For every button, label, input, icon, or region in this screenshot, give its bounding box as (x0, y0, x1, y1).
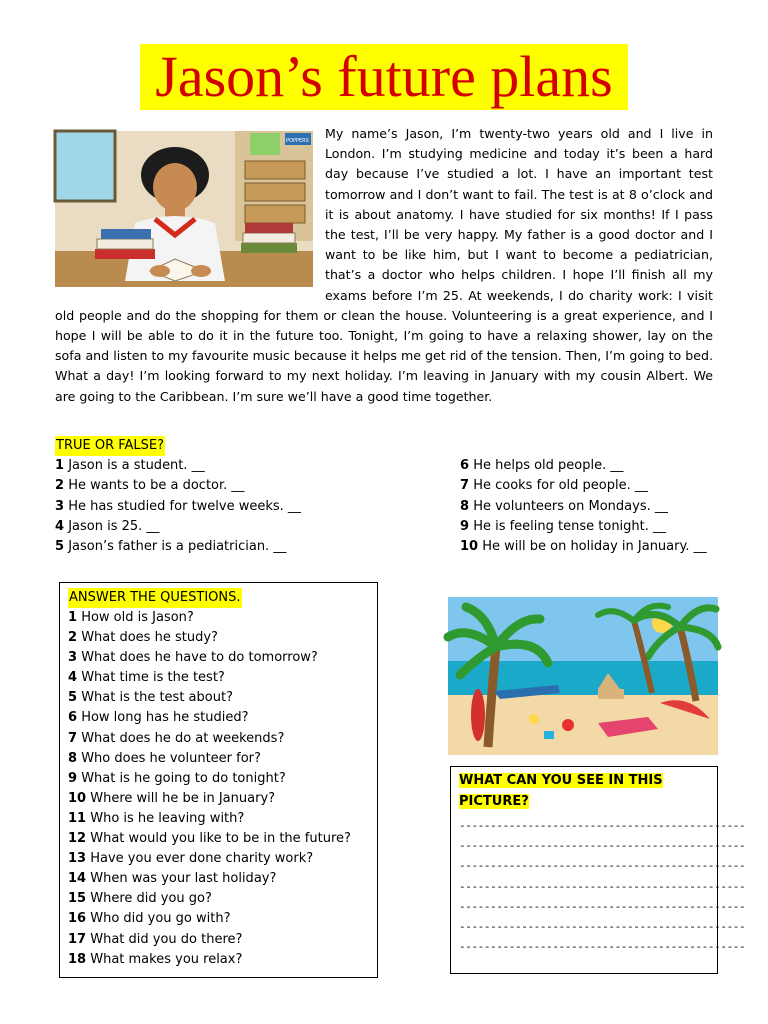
answer-line[interactable]: ---------------------------------------------- (459, 819, 746, 832)
answer-line[interactable]: ---------------------------------------------- (459, 940, 746, 954)
true-false-heading: TRUE OR FALSE? (55, 436, 165, 456)
question-item: 9 What is he going to do tonight? (68, 770, 286, 786)
question-item: 10 Where will he be in January? (68, 790, 276, 806)
picture-question-heading: WHAT CAN YOU SEE IN THIS PICTURE? (459, 773, 663, 809)
question-item: 12 What would you like to be in the future? (68, 831, 351, 847)
answer-line[interactable]: ---------------------------------------------- (459, 879, 746, 893)
question-item: 17 What did you do there? (68, 931, 243, 947)
question-item: 13 Have you ever done charity work? (68, 851, 314, 867)
question-item: 18 What makes you relax? (68, 951, 243, 967)
answer-line[interactable]: ---------------------------------------------- (459, 899, 746, 913)
true-false-item: 1 Jason is a student. __ (55, 458, 205, 473)
true-false-item: 7 He cooks for old people. __ (460, 478, 648, 494)
question-item: 11 Who is he leaving with? (68, 810, 245, 826)
worksheet-title: Jason’s future plans (140, 44, 628, 110)
question-item: 15 Where did you go? (68, 891, 212, 907)
question-item: 4 What time is the test? (68, 670, 225, 686)
true-false-item: 5 Jason’s father is a pediatrician. __ (55, 539, 287, 555)
reading-text: My name’s Jason, I’m twenty-two years old and I live in London. I’m studying medicine and today it’s been a hard day because I’ve studied a lot. I have an important test tomorrow and I don’t want to fail. The test is at 8 o’clock and it is about anatomy. I have studied for six months! If I pass the test, I’ll be very happy. My father is a good doctor and I want to be like him, but I want to become a pediatrician, that’s a doctor who helps children. I hope I’ll finish all my exams before I’m 25. At weekends, I do charity work: I visit old people and do the shopping for them or clean the house. Volunteering is a great experience, and I hope I will be able to do it in the future too. Tonight, I’m going to have a relaxing shower, lay on the sofa and listen to my favourite music because it helps me get rid of the tension. Then, I’m going to bed. What a day! I’m looking forward to my next holiday. I’m leaving in January with my cousin Albert. We are going to the Caribbean. I’m sure we’ll have a good time together. (55, 126, 713, 404)
true-false-item: 9 He is feeling tense tonight. __ (460, 518, 667, 534)
poster-label: POPPERS (286, 138, 309, 144)
true-false-item: 3 He has studied for twelve weeks. __ (55, 498, 301, 514)
questions-heading: ANSWER THE QUESTIONS. (68, 588, 242, 608)
beach-illustration (448, 597, 718, 755)
true-false-list-left (55, 456, 301, 557)
question-item: 7 What does he do at weekends? (68, 730, 285, 746)
answer-line[interactable]: ---------------------------------------------- (459, 859, 746, 873)
question-item: 14 When was your last holiday? (68, 871, 277, 887)
true-false-item: 2 He wants to be a doctor. __ (55, 478, 245, 494)
question-item: 8 Who does he volunteer for? (68, 750, 261, 766)
question-item: 2 What does he study? (68, 630, 218, 646)
questions-list (68, 608, 377, 970)
true-false-item: 4 Jason is 25. __ (55, 518, 160, 534)
true-false-list-right (460, 456, 707, 557)
question-item: 6 How long has he studied? (68, 710, 249, 726)
question-item: 5 What is the test about? (68, 690, 233, 706)
true-false-item: 10 He will be on holiday in January. __ (460, 539, 707, 555)
questions-box (59, 582, 378, 978)
question-item: 1 How old is Jason? (68, 610, 194, 625)
illustration-spacer (55, 124, 325, 296)
reading-passage (55, 124, 713, 407)
answer-line[interactable]: ---------------------------------------------- (459, 920, 746, 934)
picture-question-box (450, 766, 746, 974)
answer-lines (459, 816, 746, 957)
question-item: 16 Who did you go with? (68, 911, 231, 927)
true-false-item: 6 He helps old people. __ (460, 458, 624, 473)
answer-line[interactable]: ---------------------------------------------- (459, 839, 746, 853)
true-false-item: 8 He volunteers on Mondays. __ (460, 498, 668, 514)
question-item: 3 What does he have to do tomorrow? (68, 650, 318, 666)
picture-question-heading-wrap (459, 770, 689, 812)
